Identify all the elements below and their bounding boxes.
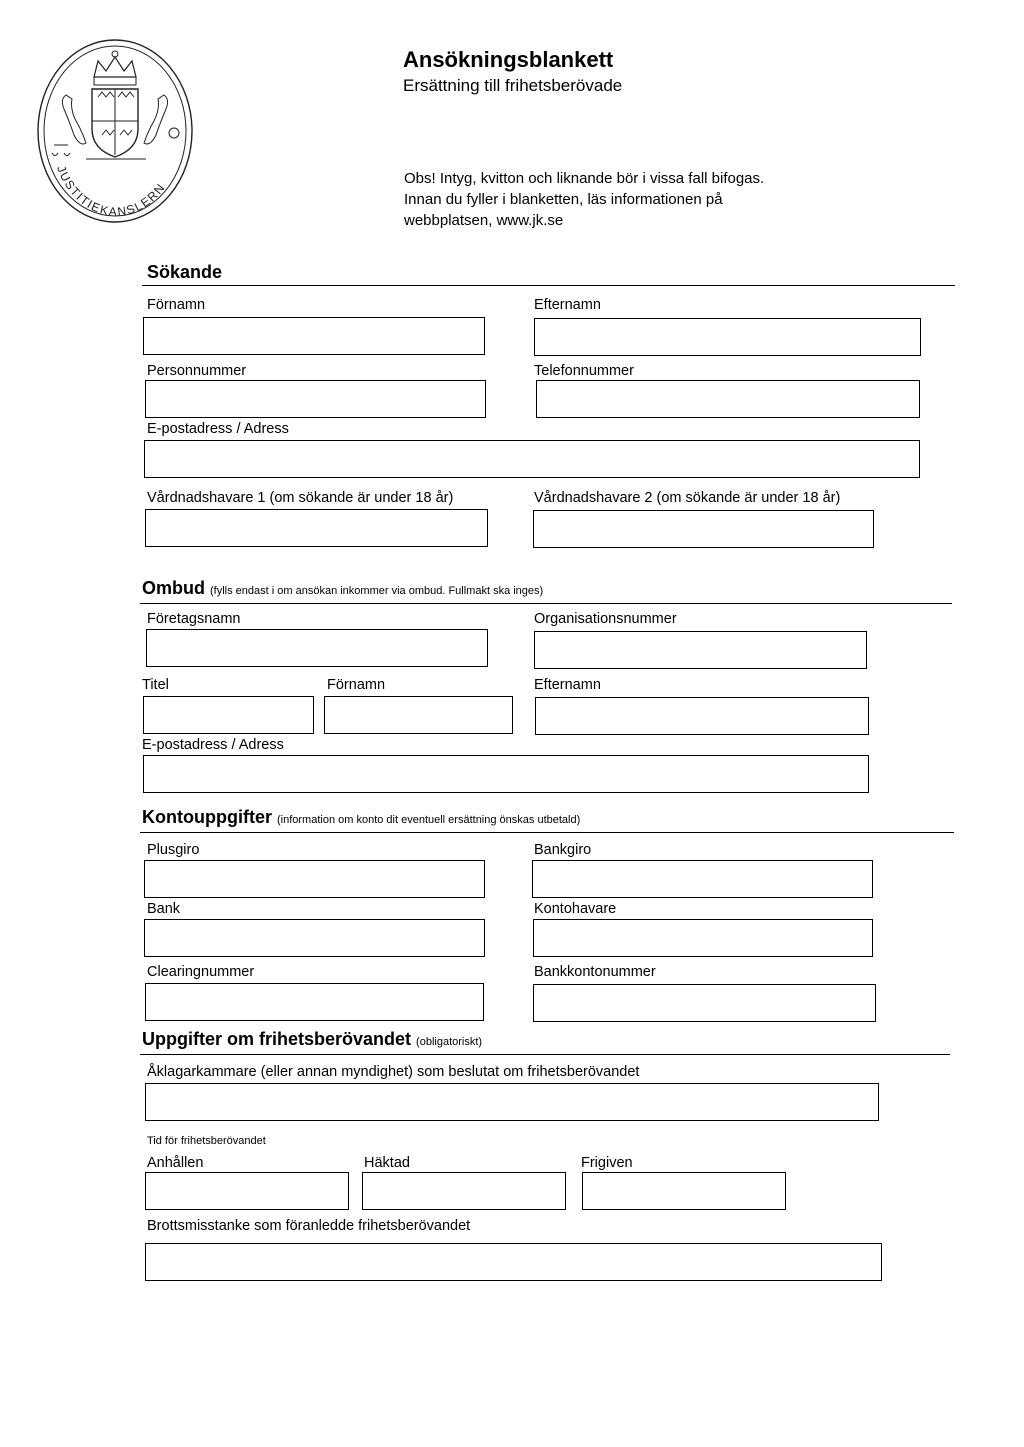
kontohavare-field[interactable] bbox=[533, 919, 873, 957]
label-bankkontonummer: Bankkontonummer bbox=[534, 964, 656, 980]
label-foretagsnamn: Företagsnamn bbox=[147, 611, 241, 627]
label-personnummer: Personnummer bbox=[147, 363, 247, 379]
vardnadshavare-2-field[interactable] bbox=[533, 510, 874, 548]
organisationsnummer-field[interactable] bbox=[534, 631, 867, 669]
ombud-epost-adress-field[interactable] bbox=[143, 755, 869, 793]
personnummer-field[interactable] bbox=[145, 380, 486, 418]
section-heading-sokande: Sökande bbox=[147, 262, 223, 282]
label-clearingnummer: Clearingnummer bbox=[147, 964, 255, 980]
label-tid-for-frihetsberovandet: Tid för frihetsberövandet bbox=[147, 1135, 266, 1147]
justitiekanslern-seal-logo bbox=[36, 37, 196, 227]
label-vardnadshavare-2: Vårdnadshavare 2 (om sökande är under 18 år) bbox=[534, 490, 841, 506]
section-heading-frihetsberovandet: Uppgifter om frihetsberövandet (obligatoriskt) bbox=[142, 1029, 483, 1049]
label-ombud-fornamn: Förnamn bbox=[327, 677, 386, 693]
label-epost: E-postadress / Adress bbox=[147, 421, 289, 437]
label-bank: Bank bbox=[147, 901, 181, 917]
label-efternamn: Efternamn bbox=[534, 297, 601, 313]
ombud-efternamn-field[interactable] bbox=[535, 697, 869, 735]
anhallen-field[interactable] bbox=[145, 1172, 349, 1210]
clearingnummer-field[interactable] bbox=[145, 983, 484, 1021]
vardnadshavare-1-field[interactable] bbox=[145, 509, 488, 547]
seal-emblem-icon bbox=[36, 37, 196, 227]
label-kontohavare: Kontohavare bbox=[534, 901, 617, 917]
efternamn-field[interactable] bbox=[534, 318, 921, 356]
label-ombud-efternamn: Efternamn bbox=[534, 677, 601, 693]
form-title: Ansökningsblankett bbox=[403, 47, 614, 72]
label-organisationsnummer: Organisationsnummer bbox=[534, 611, 677, 627]
bank-field[interactable] bbox=[144, 919, 485, 957]
fornamn-field[interactable] bbox=[143, 317, 485, 355]
label-aklagarkammare: Åklagarkammare (eller annan myndighet) som beslutat om frihetsberövandet bbox=[147, 1064, 640, 1080]
section-divider bbox=[140, 603, 952, 604]
section-heading-ombud: Ombud (fylls endast i om ansökan inkommer via ombud. Fullmakt ska inges) bbox=[142, 578, 544, 598]
notice-line-1: Obs! Intyg, kvitton och liknande bör i vissa fall bifogas. bbox=[404, 170, 765, 187]
label-haktad: Häktad bbox=[364, 1155, 410, 1171]
bankkontonummer-field[interactable] bbox=[533, 984, 876, 1022]
section-divider bbox=[142, 285, 955, 286]
section-divider bbox=[140, 832, 954, 833]
bankgiro-field[interactable] bbox=[532, 860, 873, 898]
konto-note: (information om konto dit eventuell ersättning önskas utbetald) bbox=[276, 814, 581, 826]
label-bankgiro: Bankgiro bbox=[534, 842, 592, 858]
label-brottsmisstanke: Brottsmisstanke som föranledde frihetsberövandet bbox=[147, 1218, 471, 1234]
notice-line-2: Innan du fyller i blanketten, läs informationen på bbox=[404, 191, 723, 208]
label-plusgiro: Plusgiro bbox=[147, 842, 200, 858]
frigiven-field[interactable] bbox=[582, 1172, 786, 1210]
label-anhallen: Anhållen bbox=[147, 1155, 204, 1171]
form-subtitle: Ersättning till frihetsberövade bbox=[403, 76, 623, 95]
label-titel: Titel bbox=[142, 677, 169, 693]
titel-field[interactable] bbox=[143, 696, 314, 734]
haktad-field[interactable] bbox=[362, 1172, 566, 1210]
section-heading-kontouppgifter: Kontouppgifter (information om konto dit eventuell ersättning önskas utbetald) bbox=[142, 807, 581, 827]
label-fornamn: Förnamn bbox=[147, 297, 206, 313]
notice-line-3: webbplatsen, www.jk.se bbox=[404, 212, 564, 229]
brottsmisstanke-field[interactable] bbox=[145, 1243, 882, 1281]
aklagarkammare-field[interactable] bbox=[145, 1083, 879, 1121]
label-ombud-epost: E-postadress / Adress bbox=[142, 737, 284, 753]
plusgiro-field[interactable] bbox=[144, 860, 485, 898]
frihet-note: (obligatoriskt) bbox=[416, 1036, 483, 1048]
label-telefonnummer: Telefonnummer bbox=[534, 363, 634, 379]
ombud-note: (fylls endast i om ansökan inkommer via ombud. Fullmakt ska inges) bbox=[210, 585, 544, 597]
label-frigiven: Frigiven bbox=[581, 1155, 633, 1171]
section-divider bbox=[140, 1054, 950, 1055]
ombud-fornamn-field[interactable] bbox=[324, 696, 513, 734]
epost-adress-field[interactable] bbox=[144, 440, 920, 478]
label-vardnadshavare-1: Vårdnadshavare 1 (om sökande är under 18 år) bbox=[147, 490, 454, 506]
foretagsnamn-field[interactable] bbox=[146, 629, 488, 667]
svg-text:JUSTITIEKANSLERN: JUSTITIEKANSLERN bbox=[54, 163, 169, 219]
telefonnummer-field[interactable] bbox=[536, 380, 920, 418]
